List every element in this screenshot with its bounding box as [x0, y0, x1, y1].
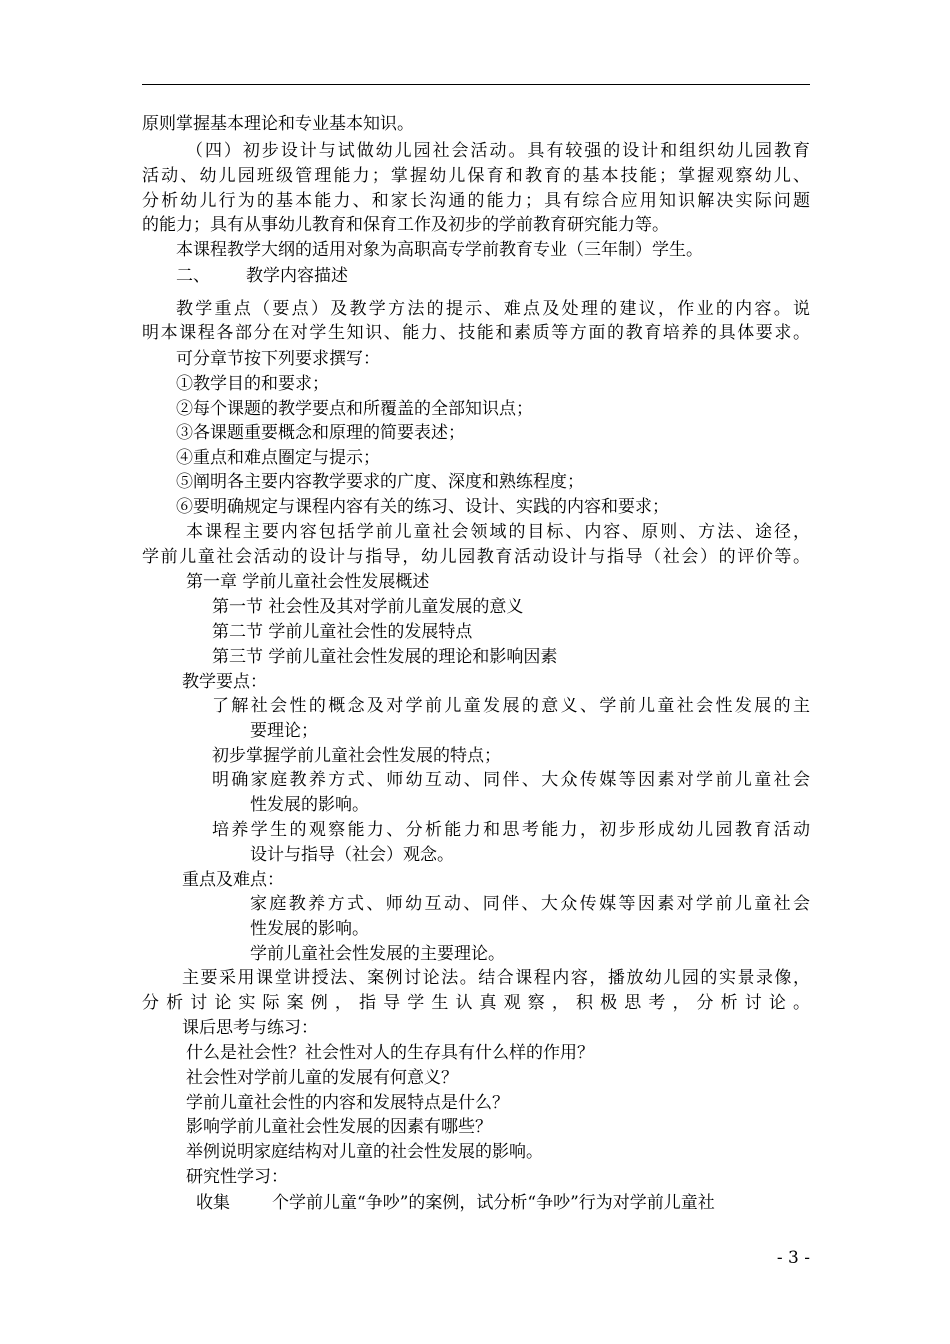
list-item: ①教学目的和要求；	[176, 374, 329, 394]
text-fragment: 收集	[196, 1193, 230, 1213]
text-line: 了解社会性的概念及对学前儿童发展的意义、学前儿童社会性发展的主	[212, 696, 810, 716]
text-line: 的能力；具有从事幼儿教育和保育工作及初步的学前教育研究能力等。	[142, 215, 669, 235]
question-item: 什么是社会性？社会性对人的生存具有什么样的作用？	[186, 1043, 594, 1063]
text-line: 分析讨论实际案例，指导学生认真观察，积极思考，分析讨论。	[142, 993, 810, 1013]
chapter-title: 第一章 学前儿童社会性发展概述	[186, 572, 430, 592]
section-title: 第二节 学前儿童社会性的发展特点	[212, 622, 473, 642]
text-line: 明本课程各部分在对学生知识、能力、技能和素质等方面的教育培养的具体要求。	[142, 323, 810, 343]
question-item: 举例说明家庭结构对儿童的社会性发展的影响。	[186, 1142, 543, 1162]
text-line: 教学重点（要点）及教学方法的提示、难点及处理的建议，作业的内容。说	[176, 299, 810, 319]
text-line: 培养学生的观察能力、分析能力和思考能力，初步形成幼儿园教育活动	[212, 820, 810, 840]
text-line: 性发展的影响。	[250, 795, 369, 815]
text-line: 活动、幼儿园班级管理能力；掌握幼儿保育和教育的基本技能；掌握观察幼儿、	[142, 166, 810, 186]
section-number: 二、	[176, 266, 210, 286]
text-line	[196, 1191, 715, 1215]
list-item: ⑤阐明各主要内容教学要求的广度、深度和熟练程度；	[176, 472, 584, 492]
list-item: ③各课题重要概念和原理的简要表述；	[176, 423, 465, 443]
list-item: ⑥要明确规定与课程内容有关的练习、设计、实践的内容和要求；	[176, 497, 669, 517]
text-line: 家庭教养方式、师幼互动、同伴、大众传媒等因素对学前儿童社会	[250, 894, 810, 914]
section-title: 第一节 社会性及其对学前儿童发展的意义	[212, 597, 524, 617]
question-item: 社会性对学前儿童的发展有何意义？	[186, 1068, 458, 1088]
text-line: 初步掌握学前儿童社会性发展的特点；	[212, 746, 501, 766]
text-line: 主要采用课堂讲授法、案例讨论法。结合课程内容，播放幼儿园的实景录像，	[182, 968, 810, 988]
section-title: 教学内容描述	[246, 266, 348, 286]
text-line: 原则掌握基本理论和专业基本知识。	[142, 114, 414, 134]
subheading: 研究性学习：	[186, 1167, 288, 1187]
question-item: 学前儿童社会性的内容和发展特点是什么？	[186, 1093, 509, 1113]
section-heading	[176, 264, 348, 288]
text-line: 分析幼儿行为的基本能力、和家长沟通的能力；具有综合应用知识解决实际问题	[142, 191, 810, 211]
section-title: 第三节 学前儿童社会性发展的理论和影响因素	[212, 647, 558, 667]
text-line: 可分章节按下列要求撰写：	[176, 349, 380, 369]
text-line: 学前儿童社会性发展的主要理论。	[250, 944, 505, 964]
text-line: 性发展的影响。	[250, 919, 369, 939]
text-line: 学前儿童社会活动的设计与指导，幼儿园教育活动设计与指导（社会）的评价等。	[142, 547, 810, 567]
text-line: 设计与指导（社会）观念。	[250, 845, 454, 865]
list-item: ④重点和难点圈定与提示；	[176, 448, 380, 468]
text-line: （四）初步设计与试做幼儿园社会活动。具有较强的设计和组织幼儿园教育	[186, 141, 810, 161]
page-number: - 3 -	[776, 1248, 810, 1268]
header-rule	[142, 84, 810, 85]
text-line: 本课程主要内容包括学前儿童社会领域的目标、内容、原则、方法、途径，	[186, 522, 810, 542]
subheading: 课后思考与练习：	[182, 1018, 318, 1038]
list-item: ②每个课题的教学要点和所覆盖的全部知识点；	[176, 399, 533, 419]
text-line: 要理论；	[250, 721, 318, 741]
subheading: 教学要点：	[182, 672, 267, 692]
text-line: 明确家庭教养方式、师幼互动、同伴、大众传媒等因素对学前儿童社会	[212, 770, 810, 790]
question-item: 影响学前儿童社会性发展的因素有哪些？	[186, 1117, 492, 1137]
text-line: 本课程教学大纲的适用对象为高职高专学前教育专业（三年制）学生。	[176, 240, 703, 260]
subheading: 重点及难点：	[182, 870, 284, 890]
text-fragment: 个学前儿童“争吵”的案例，试分析“争吵”行为对学前儿童社	[272, 1193, 715, 1213]
